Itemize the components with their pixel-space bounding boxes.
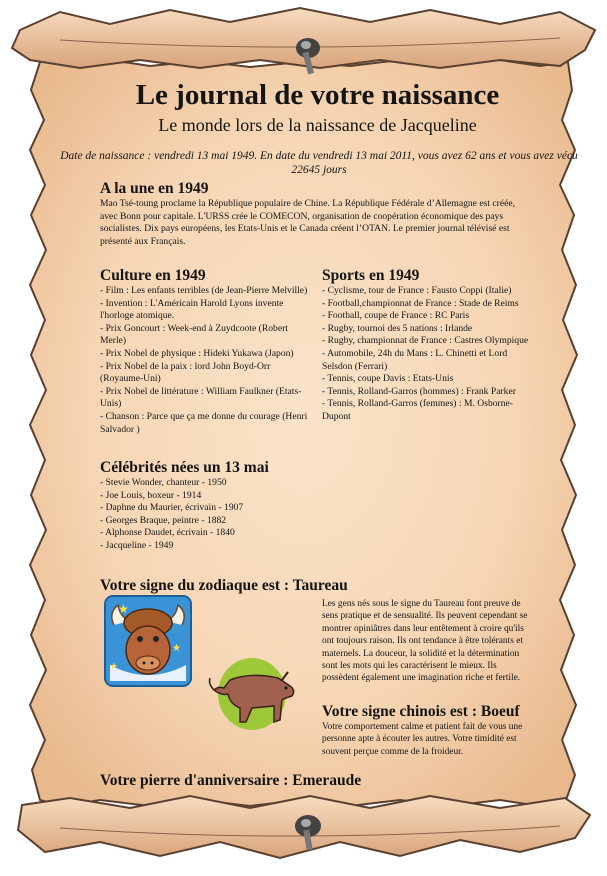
section-chinese-heading: Votre signe chinois est : Boeuf (322, 703, 520, 720)
celebrities-list (100, 477, 330, 553)
list-item: - Prix Nobel de la paix : lord John Boyd-Orr (Royaume-Uni) (100, 360, 271, 385)
list-item: - Rugby, tournoi des 5 nations : Irlande (322, 322, 473, 334)
svg-text:★: ★ (110, 662, 119, 672)
list-item: - Chanson : Parce que ça me donne du courage (Henri Salvador ) (100, 410, 308, 435)
section-zodiac-heading: Votre signe du zodiaque est : Taureau (100, 577, 348, 594)
chinese-text: Votre comportement calme et patient fait de vous une personne apte à écouter les autres. Votre timidité est souvent perçue comme de la froideur. (322, 722, 523, 757)
list-item: - Football, coupe de France : RC Paris (322, 310, 470, 322)
list-item: - Rugby, championnat de France : Castres Olympique (322, 335, 529, 347)
ox-chinese-zodiac-icon (200, 650, 310, 740)
list-item: - Stevie Wonder, chanteur - 1950 (100, 477, 227, 488)
section-sports-heading: Sports en 1949 (322, 267, 420, 284)
svg-text:★: ★ (172, 643, 181, 654)
list-item: - Jacqueline - 1949 (100, 539, 174, 551)
list-item: - Prix Nobel de physique : Hideki Yukawa (Japon) (100, 347, 294, 359)
section-stone-heading: Votre pierre d'anniversaire : Emeraude (100, 772, 362, 789)
list-item: - Alphonse Daudet, écrivain - 1840 (100, 527, 235, 539)
list-item: - Invention : L'Américain Harold Lyons invente l'horloge atomique. (100, 297, 284, 322)
list-item: - Georges Braque, peintre - 1882 (100, 514, 227, 526)
section-sports (322, 267, 532, 424)
list-item: - Cyclisme, tour de France : Fausto Coppi (Italie) (322, 285, 512, 296)
section-celebrities-heading: Célébrités nées un 13 mai (100, 459, 269, 476)
list-item: - Football,championnat de France : Stade de Reims (322, 297, 519, 309)
list-item: - Tennis, Rolland-Garros (hommes) : Frank Parker (322, 385, 516, 397)
zodiac-text: Les gens nés sous le signe du Taureau font preuve de sens pratique et de sensualité. Ils peuvent cependant se montrer opiniâtres dans leur entêtement à croire qu'ils ont toujours raison. Ils ont tendance à être tolérants et maternels. La douceur, la solidité et la détermination sont les mots qui les caractérisent le mieux. Ils possèdent également une imagination riche et fertile. (322, 599, 528, 684)
section-stone (100, 772, 540, 790)
list-item: - Film : Les enfants terribles (de Jean-Pierre Melville) (100, 285, 308, 296)
section-chinese (322, 703, 542, 758)
list-item: - Tennis, coupe Davis : Etats-Unis (322, 373, 454, 385)
list-item: - Daphne du Maurier, écrivain - 1907 (100, 502, 244, 514)
sports-list (322, 285, 532, 424)
taurus-zodiac-icon (104, 595, 192, 687)
list-item: - Joe Louis, boxeur - 1914 (100, 489, 202, 501)
section-zodiac (100, 577, 540, 595)
birth-info: Date de naissance : vendredi 13 mai 1949. En date du vendredi 13 mai 2011, vous avez 62 ans et vous avez vécu 22645 jours (60, 150, 578, 176)
section-culture (100, 267, 310, 436)
section-une-text: Mao Tsé-toung proclame la République populaire de Chine. La République Fédérale d’Allemagne est créée, avec Bonn pour capitale. L'URSS crée le COMECON, organisation de coopération économique des pays socialistes. Dix pays européens, les Etats-Unis et le Canada créent l’OTAN. Le premier journal télévisé est présenté aux Français. (100, 198, 516, 247)
culture-list (100, 285, 310, 436)
page-subtitle: Le monde lors de la naissance de Jacqueline (158, 115, 477, 135)
list-item: - Tennis, Rolland-Garros (femmes) : M. Osborne-Dupont (322, 398, 513, 422)
section-culture-heading: Culture en 1949 (100, 267, 206, 284)
list-item: - Prix Goncourt : Week-end à Zuydcoote (Robert Merle) (100, 322, 288, 347)
section-celebrities (100, 459, 330, 553)
list-item: - Prix Nobel de littérature : William Faulkner (Etats-Unis) (100, 385, 302, 410)
section-une-heading: A la une en 1949 (100, 180, 209, 197)
section-une (100, 180, 532, 248)
page-title: Le journal de votre naissance (135, 79, 500, 111)
list-item: - Automobile, 24h du Mans : L. Chinetti et Lord Selsdon (Ferrari) (322, 347, 508, 372)
svg-text:★: ★ (118, 602, 129, 616)
